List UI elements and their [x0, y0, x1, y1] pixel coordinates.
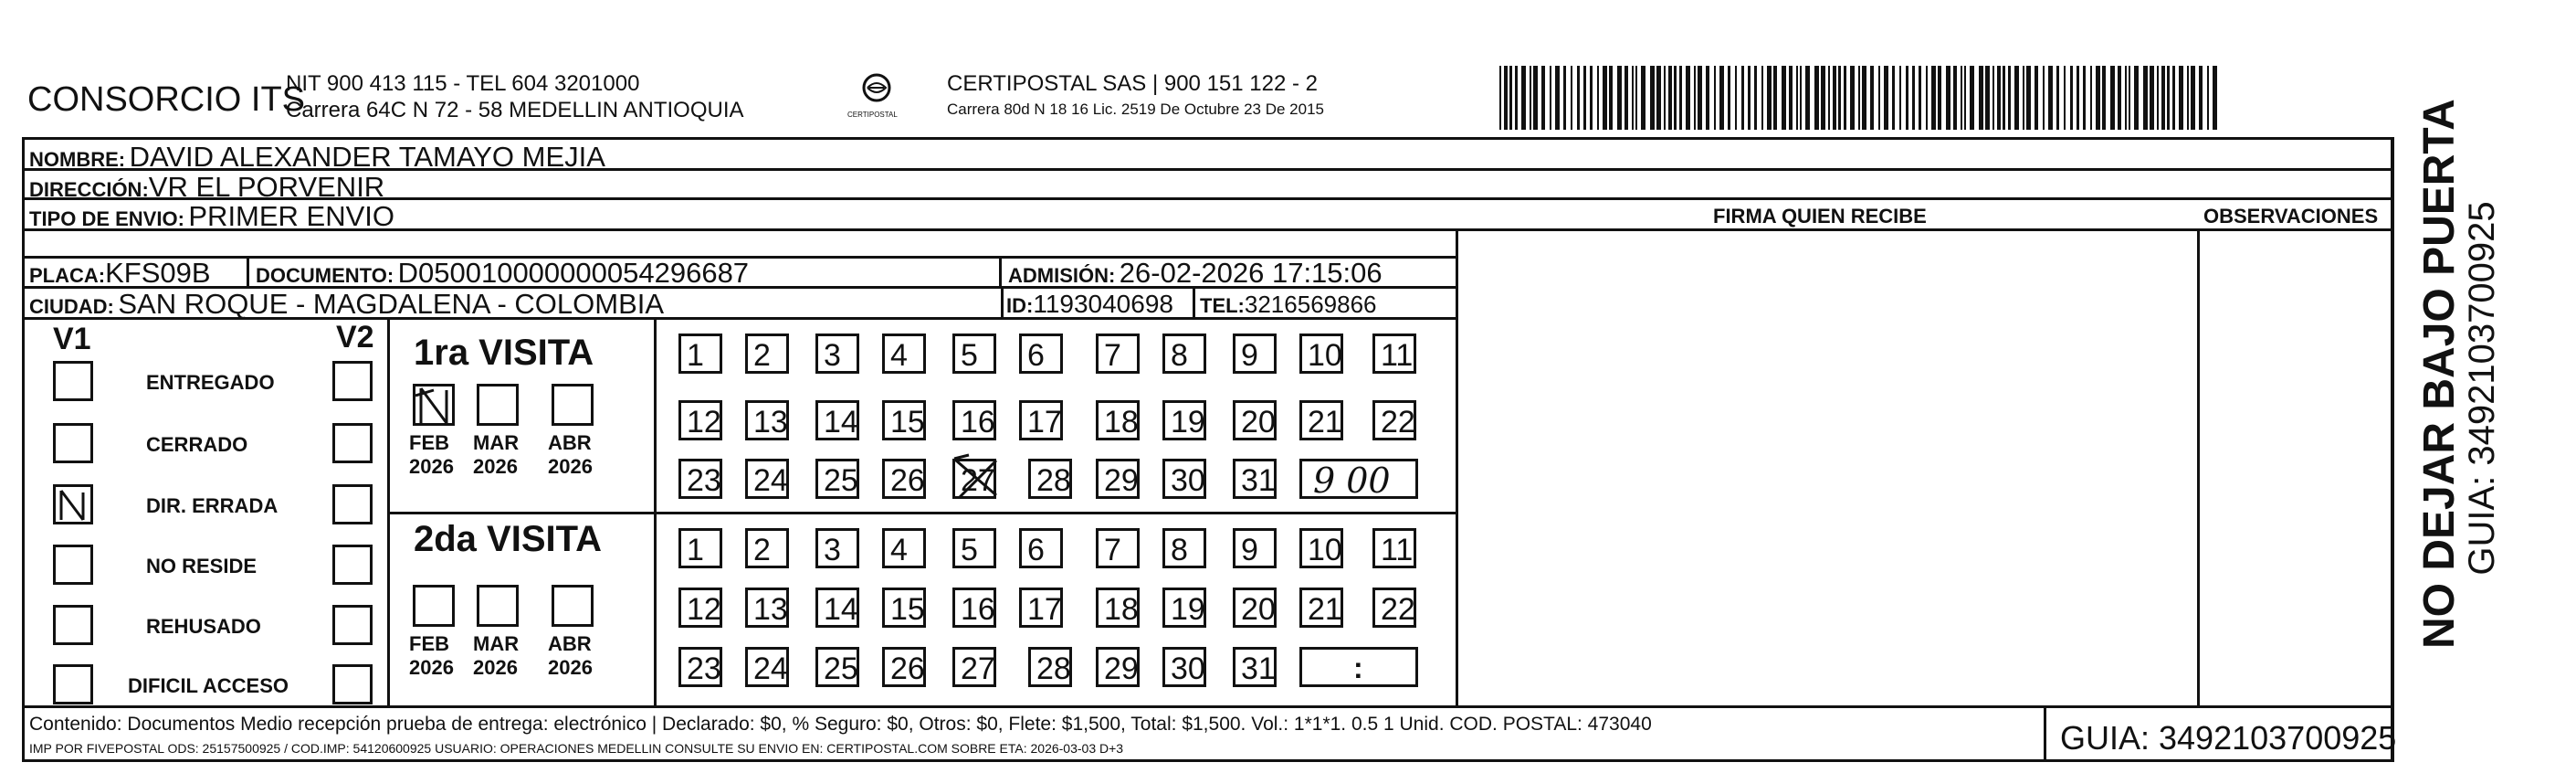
second-day-box[interactable]: 9 — [1233, 528, 1277, 568]
year-label: 2026 — [473, 656, 518, 679]
admision-label: ADMISIÓN: — [1008, 264, 1116, 287]
tipo-value: PRIMER ENVIO — [188, 200, 395, 232]
second-day-box[interactable]: 20 — [1233, 588, 1277, 628]
v2-checkbox[interactable] — [332, 484, 373, 524]
first-day-box[interactable]: 24 — [745, 459, 789, 499]
carrier-name: CERTIPOSTAL SAS | 900 151 122 - 2 — [947, 71, 1318, 96]
admision-value: 26-02-2026 17:15:06 — [1119, 257, 1383, 289]
documento-value: D050010000000054296687 — [397, 257, 750, 289]
v2-checkbox[interactable] — [332, 423, 373, 463]
first-day-box[interactable]: 31 — [1233, 459, 1277, 499]
documento-label: DOCUMENTO: — [256, 264, 394, 287]
second-day-box[interactable]: 28 — [1028, 647, 1072, 687]
company-name: CONSORCIO ITS — [27, 80, 306, 119]
month-checkbox[interactable] — [477, 384, 519, 426]
first-day-box[interactable]: 17 — [1019, 400, 1063, 440]
first-day-box[interactable]: 22 — [1372, 400, 1416, 440]
first-day-box[interactable]: 21 — [1299, 400, 1343, 440]
v2-checkbox[interactable] — [332, 664, 373, 704]
first-day-box[interactable]: 1 — [678, 334, 722, 374]
second-day-box[interactable]: 14 — [815, 588, 859, 628]
firma-label: FIRMA QUIEN RECIBE — [1713, 205, 1927, 228]
v2-checkbox[interactable] — [332, 605, 373, 645]
second-day-box[interactable]: 12 — [678, 588, 722, 628]
tipo-label: TIPO DE ENVIO: — [29, 207, 184, 230]
day-strike-mark — [951, 453, 1002, 503]
month-checkbox[interactable] — [552, 384, 594, 426]
ciudad-value: SAN ROQUE - MAGDALENA - COLOMBIA — [118, 288, 665, 320]
nombre-value: DAVID ALEXANDER TAMAYO MEJIA — [129, 141, 605, 173]
divider — [387, 512, 1456, 514]
second-day-box[interactable]: 4 — [882, 528, 926, 568]
year-label: 2026 — [409, 455, 454, 478]
second-day-box[interactable]: 30 — [1162, 647, 1206, 687]
tel-value: 3216569866 — [1244, 291, 1377, 318]
year-label: 2026 — [548, 455, 593, 478]
second-day-box[interactable]: 27 — [952, 647, 996, 687]
v1-checkbox[interactable] — [53, 664, 93, 704]
second-day-box[interactable]: 8 — [1162, 528, 1206, 568]
side-guia-text: GUIA: 3492103700925 — [2462, 201, 2502, 576]
v1-checkbox[interactable] — [53, 361, 93, 401]
status-label: REHUSADO — [146, 615, 261, 638]
v1-checkbox[interactable] — [53, 605, 93, 645]
first-day-box[interactable]: 7 — [1096, 334, 1140, 374]
second-day-box[interactable]: 31 — [1233, 647, 1277, 687]
second-visit-title: 2da VISITA — [414, 519, 602, 559]
v1-checkbox[interactable] — [53, 545, 93, 585]
company-nit: NIT 900 413 115 - TEL 604 3201000 — [286, 71, 640, 96]
month-checkbox[interactable] — [413, 585, 455, 627]
direccion-label: DIRECCIÓN: — [29, 178, 149, 201]
month-label: FEB — [409, 632, 449, 655]
first-visit-title: 1ra VISITA — [414, 333, 594, 373]
first-day-box[interactable]: 20 — [1233, 400, 1277, 440]
status-label: ENTREGADO — [146, 371, 275, 394]
first-day-box[interactable]: 10 — [1299, 334, 1343, 374]
first-day-box[interactable]: 8 — [1162, 334, 1206, 374]
observaciones-label: OBSERVACIONES — [2203, 205, 2379, 228]
id-label: ID: — [1006, 294, 1034, 317]
status-label: CERRADO — [146, 433, 248, 456]
first-day-box[interactable]: 14 — [815, 400, 859, 440]
month-checkbox[interactable] — [477, 585, 519, 627]
second-day-box[interactable]: 21 — [1299, 588, 1343, 628]
direccion-value: VR EL PORVENIR — [148, 171, 385, 203]
second-day-box[interactable]: 26 — [882, 647, 926, 687]
status-label: NO RESIDE — [146, 555, 258, 577]
divider — [1193, 286, 1195, 317]
month-label: MAR — [473, 431, 520, 454]
second-day-box[interactable]: 2 — [745, 528, 789, 568]
nombre-label: NOMBRE: — [29, 148, 126, 171]
second-day-box[interactable]: 16 — [952, 588, 996, 628]
divider — [247, 256, 249, 286]
first-day-box[interactable]: 18 — [1096, 400, 1140, 440]
footer-guia: GUIA: 3492103700925 — [2060, 719, 2397, 757]
ciudad-label: CIUDAD: — [29, 295, 114, 318]
year-label: 2026 — [548, 656, 593, 679]
first-day-box[interactable]: 26 — [882, 459, 926, 499]
status-label: DIR. ERRADA — [146, 494, 279, 517]
carrier-address: Carrera 80d N 18 16 Lic. 2519 De Octubre 23 De 2015 — [947, 101, 1324, 118]
first-day-box[interactable]: 9 — [1233, 334, 1277, 374]
first-time-box[interactable] — [1299, 459, 1418, 499]
second-day-box[interactable]: 3 — [815, 528, 859, 568]
v2-checkbox[interactable] — [332, 361, 373, 401]
second-day-box[interactable]: 7 — [1096, 528, 1140, 568]
first-day-box[interactable]: 13 — [745, 400, 789, 440]
second-day-box[interactable]: 6 — [1019, 528, 1063, 568]
second-time-box[interactable] — [1299, 647, 1418, 687]
divider — [999, 256, 1002, 286]
placa-value: KFS09B — [105, 257, 211, 289]
second-day-box[interactable]: 11 — [1372, 528, 1416, 568]
second-day-box[interactable]: 5 — [952, 528, 996, 568]
second-day-box[interactable]: 17 — [1019, 588, 1063, 628]
second-day-box[interactable]: 19 — [1162, 588, 1206, 628]
first-day-box[interactable]: 27 — [952, 459, 996, 499]
divider — [2044, 705, 2046, 762]
first-day-box[interactable]: 12 — [678, 400, 722, 440]
first-day-box[interactable]: 4 — [882, 334, 926, 374]
v1-header: V1 — [53, 322, 91, 356]
first-day-box[interactable]: 28 — [1028, 459, 1072, 499]
first-day-box[interactable]: 3 — [815, 334, 859, 374]
divider — [1456, 228, 1458, 705]
divider — [22, 705, 2394, 708]
v1-checkbox-checked[interactable] — [53, 484, 93, 524]
divider — [654, 317, 657, 705]
id-value: 1193040698 — [1033, 290, 1173, 318]
month-checkbox[interactable] — [552, 585, 594, 627]
first-day-box[interactable]: 6 — [1019, 334, 1063, 374]
second-day-box[interactable]: 22 — [1372, 588, 1416, 628]
first-day-box[interactable]: 25 — [815, 459, 859, 499]
tel-label: TEL: — [1200, 294, 1245, 317]
divider — [2197, 228, 2200, 705]
first-day-box[interactable]: 16 — [952, 400, 996, 440]
first-time-value: 9 00 — [1313, 461, 1391, 501]
second-day-box[interactable]: 24 — [745, 647, 789, 687]
logo-text: CERTIPOSTAL — [847, 111, 898, 119]
month-label: MAR — [473, 632, 520, 655]
placa-label: PLACA: — [29, 264, 106, 287]
second-time-value: : — [1353, 651, 1363, 684]
second-day-box[interactable]: 10 — [1299, 528, 1343, 568]
month-checkbox-checked[interactable] — [413, 384, 455, 426]
status-label: DIFICIL ACCESO — [128, 674, 289, 697]
month-label: ABR — [548, 431, 592, 454]
barcode — [1498, 66, 2224, 130]
first-day-box[interactable]: 2 — [745, 334, 789, 374]
second-day-box[interactable]: 23 — [678, 647, 722, 687]
divider — [1001, 286, 1004, 317]
first-day-box[interactable]: 29 — [1096, 459, 1140, 499]
v2-header: V2 — [336, 320, 374, 355]
divider — [2391, 137, 2393, 762]
side-notice-text: NO DEJAR BAJO PUERTA — [2415, 99, 2464, 649]
year-label: 2026 — [473, 455, 518, 478]
footer-contenido: Contenido: Documentos Medio recepción prueba de entrega: electrónico | Declarado: $0, % Seguro: $0, Otros: $0, Flete: $1,500, Total: $1,500. Vol.: 1*1*1. 0.5 1 Unid. COD. POSTAL: 473040 — [29, 714, 1652, 735]
month-label: FEB — [409, 431, 449, 454]
month-label: ABR — [548, 632, 592, 655]
certipostal-logo-icon — [858, 71, 895, 108]
footer-imp: IMP POR FIVEPOSTAL ODS: 25157500925 / COD.IMP: 54120600925 USUARIO: OPERACIONES MEDELLIN CONSULTE SU ENVIO EN: CERTIPOSTAL.COM SOBRE ETA: 2026-03-03 D+3 — [29, 741, 1124, 756]
first-day-box[interactable]: 5 — [952, 334, 996, 374]
second-day-box[interactable]: 15 — [882, 588, 926, 628]
divider — [387, 317, 390, 705]
first-day-box[interactable]: 23 — [678, 459, 722, 499]
v1-checkbox[interactable] — [53, 423, 93, 463]
v2-checkbox[interactable] — [332, 545, 373, 585]
year-label: 2026 — [409, 656, 454, 679]
company-address: Carrera 64C N 72 - 58 MEDELLIN ANTIOQUIA — [286, 98, 744, 122]
second-day-box[interactable]: 18 — [1096, 588, 1140, 628]
first-day-box[interactable]: 19 — [1162, 400, 1206, 440]
first-day-box[interactable]: 30 — [1162, 459, 1206, 499]
second-day-box[interactable]: 1 — [678, 528, 722, 568]
first-day-box[interactable]: 11 — [1372, 334, 1416, 374]
second-day-box[interactable]: 13 — [745, 588, 789, 628]
second-day-box[interactable]: 25 — [815, 647, 859, 687]
second-day-box[interactable]: 29 — [1096, 647, 1140, 687]
first-day-box[interactable]: 15 — [882, 400, 926, 440]
side-guia — [2464, 164, 2500, 612]
